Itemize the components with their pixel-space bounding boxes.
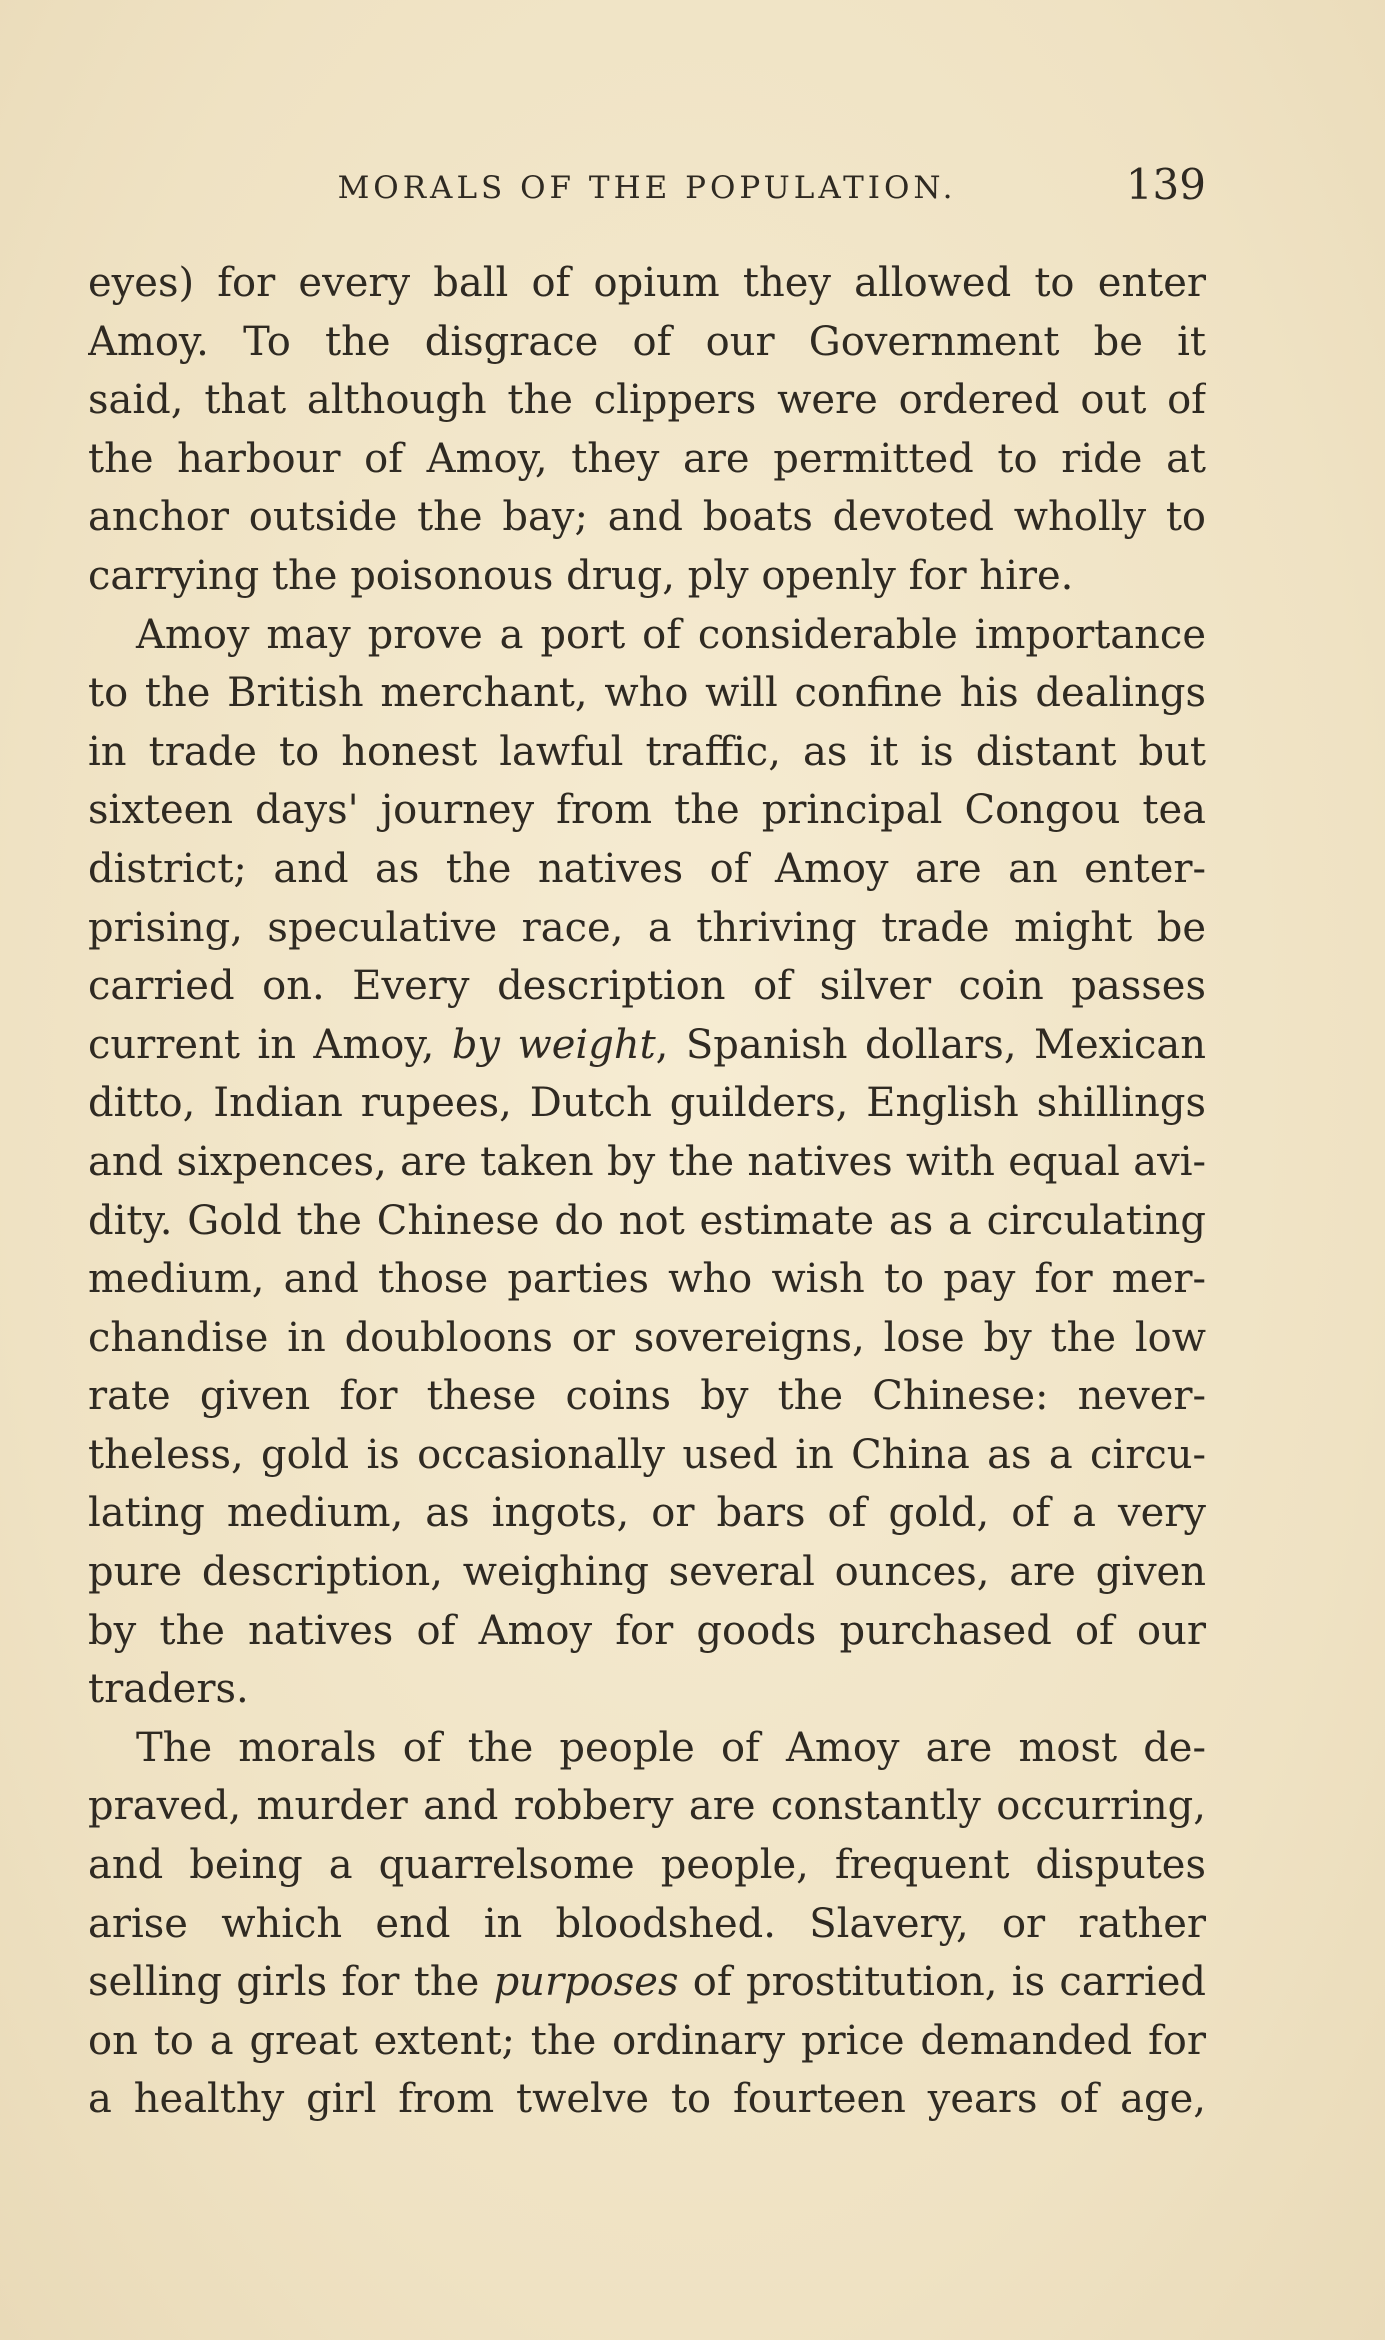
text-line — [88, 1953, 1206, 2012]
text-line: and sixpences, are taken by the natives with equal avi- — [88, 1138, 1206, 1185]
text-line: Amoy may prove a port of considerable importance — [136, 611, 1206, 658]
text-line: lating medium, as ingots, or bars of gold, of a very — [88, 1490, 1206, 1537]
text-line: district; and as the natives of Amoy are an enter- — [88, 845, 1206, 892]
text-line: praved, murder and robbery are constantly occurring, — [88, 1783, 1206, 1830]
text-line: dity. Gold the Chinese do not estimate as a circulating — [88, 1197, 1206, 1244]
body-text — [88, 254, 1206, 2129]
text-segment: of prostitution, is carried — [678, 1959, 1206, 2006]
text-line: carrying the poisonous drug, ply openly for hire. — [88, 552, 1074, 599]
text-line: said, that although the clippers were ordered out of — [88, 377, 1206, 424]
text-line: by the natives of Amoy for goods purchased of our — [88, 1607, 1206, 1654]
text-line: rate given for these coins by the Chinese: never- — [88, 1373, 1206, 1420]
text-line: a healthy girl from twelve to fourteen years of age, — [88, 2076, 1206, 2123]
running-head — [88, 160, 1206, 210]
text-segment: , Spanish dollars, Mexican — [655, 1021, 1206, 1068]
text-line: on to a great extent; the ordinary price demanded for — [88, 2017, 1206, 2064]
text-line: and being a quarrelsome people, frequent disputes — [88, 1842, 1206, 1889]
text-line: eyes) for every ball of opium they allowed to enter — [88, 260, 1206, 306]
text-line: prising, speculative race, a thriving trade might be — [88, 904, 1206, 951]
italic-emphasis: by weight — [451, 1021, 656, 1068]
text-line: The morals of the people of Amoy are most de- — [136, 1724, 1206, 1771]
text-line: medium, and those parties who wish to pay for mer- — [88, 1256, 1206, 1303]
text-segment: current in Amoy, — [88, 1021, 452, 1068]
text-line: chandise in doubloons or sovereigns, lose by the low — [88, 1314, 1206, 1361]
text-segment: selling girls for the — [88, 1959, 494, 2006]
text-line — [88, 1016, 1206, 1075]
text-line: sixteen days' journey from the principal Congou tea — [88, 787, 1206, 834]
text-line: ditto, Indian rupees, Dutch guilders, English shillings — [88, 1080, 1206, 1127]
text-line: anchor outside the bay; and boats devoted wholly to — [88, 494, 1206, 541]
text-line: Amoy. To the disgrace of our Government be it — [88, 318, 1206, 365]
text-line: pure description, weighing several ounces, are given — [88, 1549, 1206, 1596]
text-line: in trade to honest lawful traffic, as it is distant but — [88, 728, 1206, 775]
text-line: the harbour of Amoy, they are permitted to ride at — [88, 435, 1206, 482]
text-line: traders. — [88, 1666, 249, 1713]
text-line: arise which end in bloodshed. Slavery, or rather — [88, 1900, 1206, 1947]
italic-emphasis: purposes — [493, 1959, 679, 2006]
text-line: theless, gold is occasionally used in China as a circu- — [88, 1431, 1206, 1478]
running-title: MORALS OF THE POPULATION. — [337, 170, 957, 206]
text-line: to the British merchant, who will confine his dealings — [88, 670, 1206, 717]
page-number: 139 — [1125, 160, 1206, 209]
text-line: carried on. Every description of silver coin passes — [88, 963, 1206, 1010]
